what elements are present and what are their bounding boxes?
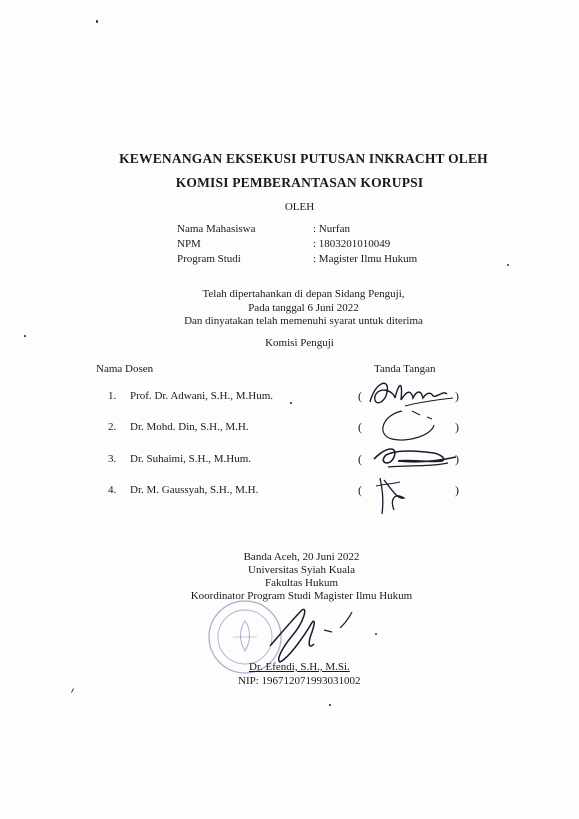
examiner-number-4: 4. [108,484,117,496]
defense-line2: Pada tanggal 6 Juni 2022 [248,302,359,314]
scan-speck [329,704,331,706]
paren-close-2: ) [455,420,459,434]
committee-heading: Komisi Penguji [265,337,334,349]
examiner-name-3: Dr. Suhaimi, S.H., M.Hum. [130,453,252,465]
student-value-name: : Nurfan [313,223,350,235]
paren-open-3: ( [358,452,362,466]
scan-speck [24,335,26,337]
scan-speck [290,402,292,404]
author-heading: OLEH [284,201,315,213]
faculty-name: Fakultas Hukum [264,577,339,589]
defense-line1: Telah dipertahankan di depan Sidang Penguji, [202,288,405,300]
place-date: Banda Aceh, 20 Juni 2022 [243,551,360,563]
thesis-title-line2: KOMISI PEMBERANTASAN KORUPSI [175,175,424,190]
paren-open-1: ( [358,389,362,403]
examiner-name-4: Dr. M. Gaussyah, S.H., M.H. [130,484,259,496]
column-header-lecturer: Nama Dosen [96,363,154,375]
examiner-name-2: Dr. Mohd. Din, S.H., M.H. [130,421,249,433]
paren-open-4: ( [358,483,362,497]
thesis-title-line1: KEWENANGAN EKSEKUSI PUTUSAN INKRACHT OLEH [119,151,488,166]
student-value-program: : Magister Ilmu Hukum [313,253,418,265]
paren-close-4: ) [455,483,459,497]
signer-position: Koordinator Program Studi Magister Ilmu Hukum [190,590,413,602]
scan-speck [507,264,509,266]
paren-close-3: ) [455,452,459,466]
examiner-name-1: Prof. Dr. Adwani, S.H., M.Hum. [130,390,274,402]
examiner-number-3: 3. [108,453,117,465]
paren-close-1: ) [455,389,459,403]
student-value-npm: : 1803201010049 [313,238,391,250]
signer-nip: NIP: 196712071993031002 [238,675,361,687]
scan-speck [71,688,74,693]
examiner-number-1: 1. [108,390,117,402]
signer-name: Dr. Efendi, S.H., M.Si. [249,661,350,673]
scan-speck [96,20,98,23]
signature-gaussyah [370,470,415,525]
student-label-name: Nama Mahasiswa [177,223,256,235]
paren-open-2: ( [358,420,362,434]
column-header-signature: Tanda Tangan [374,363,436,375]
university-name: Universitas Syiah Kuala [248,564,355,576]
scan-speck [375,633,377,635]
defense-line3: Dan dinyatakan telah memenuhi syarat untuk diterima [184,315,423,327]
examiner-number-2: 2. [108,421,117,433]
student-label-npm: NPM [177,238,201,250]
student-label-program: Program Studi [177,253,241,265]
